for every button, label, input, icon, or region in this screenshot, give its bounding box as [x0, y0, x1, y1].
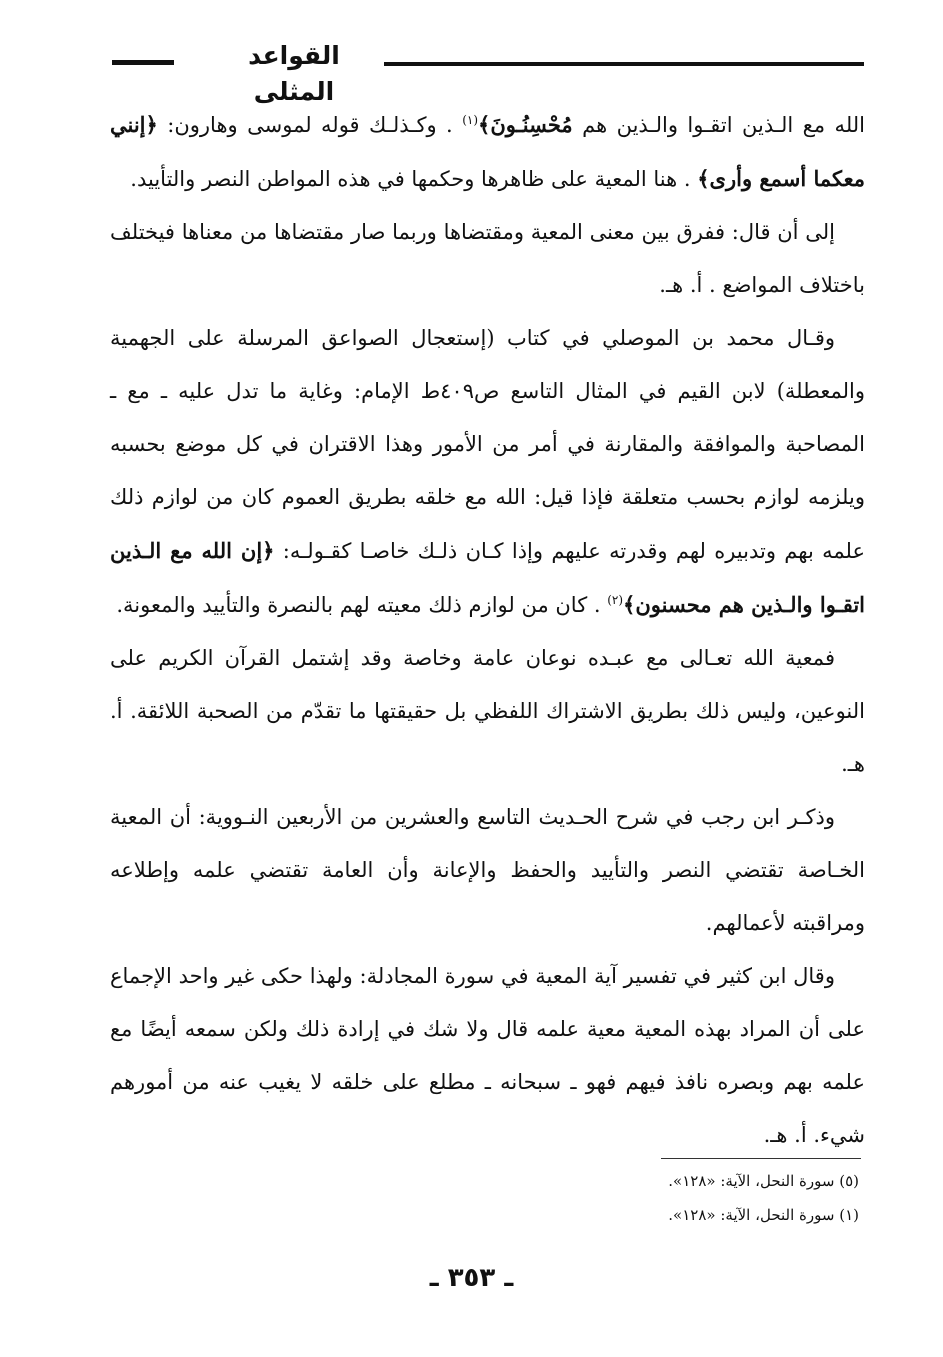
quran-quote-2: ﴿إنني معكما أسمع وأرى﴾ [110, 112, 865, 191]
paragraph-3 [110, 312, 865, 632]
footnote-item: (١) سورة النحل، الآية: «١٢٨». [668, 1206, 859, 1224]
page-number: ـ ٣٥٣ ـ [429, 1263, 514, 1293]
footnote-divider [661, 1158, 861, 1159]
quran-close-bracket: ﴾ [478, 112, 491, 137]
header-title: القواعد المثلى [248, 41, 340, 106]
paragraph-6: وقال ابن كثير في تفسير آية المعية في سورة المجادلة: ولهذا حكى غير واحد الإجماع على أن المراد بهذه المعية معية علمه قال ولا شك في إرادة ذلك ولكن سمعه أيضًا مع علمه بهم وبصره نافذ فيهم فهو ـ سبحانه ـ مطلع على خلقه لا يغيب عنه من أمورهم شيء. أ. هـ. [110, 964, 865, 1147]
running-header [112, 38, 864, 106]
paragraph-1 [110, 98, 865, 206]
paragraph-3-start: وقـال محمد بن الموصلي في كتاب (إستعجال الصواعق المرسلة على الجهمية والمعطلة) لابن القيم في المثال التاسع ص٤٠٩ط الإمام: وغاية ما تدل عليه ـ مع ـ المصاحبة والموافقة والمقارنة في أمر من الأمور وهذا الاقتران في كل موضع بحسبه ويلزمه لوازم بحسب متعلقة فإذا قيل: الله مع خلقه بطريق العموم كان من لوازم ذلك علمه بهم وتدبيره لهم وقدرته عليهم وإذا كـان ذلـك خاصـا كقـولـه: [110, 326, 865, 563]
quran-quote-1: مُحْسِنُـونَ [490, 112, 573, 137]
footnotes [159, 1164, 859, 1232]
paragraph-4: فمعية الله تعـالى مع عبـده نوعان عامة وخاصة وقد إشتمل القرآن الكريم على النوعين، وليس ذلك بطريق الاشتراك اللفظي بل حقيقتها ما تقدّم من الصحبة اللائقة. أ. هـ. [110, 646, 865, 776]
footnote-ref-1: (١) [462, 113, 479, 127]
footnote-ref-2: (٢) [607, 593, 624, 607]
paragraph-5: وذكـر ابن رجب في شرح الحـديث التاسع والعشرين من الأربعين النـووية: أن المعية الخـاصة تقتضي النصر والتأييد والحفظ والإعانة وأن العامة تقتضي علمه وإطلاعه ومراقبته لأعمالهم. [110, 805, 865, 935]
header-rule-right [384, 62, 864, 66]
footnote-item: (٥) سورة النحل، الآية: «١٢٨». [668, 1172, 859, 1190]
main-text [110, 98, 865, 1162]
paragraph-1-start: الله مع الـذين اتقـوا والـذين هم [572, 113, 866, 137]
paragraph-1-mid: . وكـذلـك قوله لموسى وهارون: [157, 113, 463, 137]
paragraph-1-end: . هنا المعية على ظاهرها وحكمها في هذه المواطن النصر والتأييد. [130, 167, 698, 191]
header-rule-left [112, 60, 174, 65]
paragraph-3-end: . كان من لوازم ذلك معيته لهم بالنصرة والتأييد والمعونة. [116, 593, 608, 617]
paragraph-2: إلى أن قال: ففرق بين معنى المعية ومقتضاها وربما صار مقتضاها من معناها فيختلف باختلاف المواضع . أ. هـ. [110, 220, 865, 297]
quran-quote-3: ﴿إن الله مع الـذين اتقـوا والـذين هم محسنون﴾ [110, 538, 865, 617]
